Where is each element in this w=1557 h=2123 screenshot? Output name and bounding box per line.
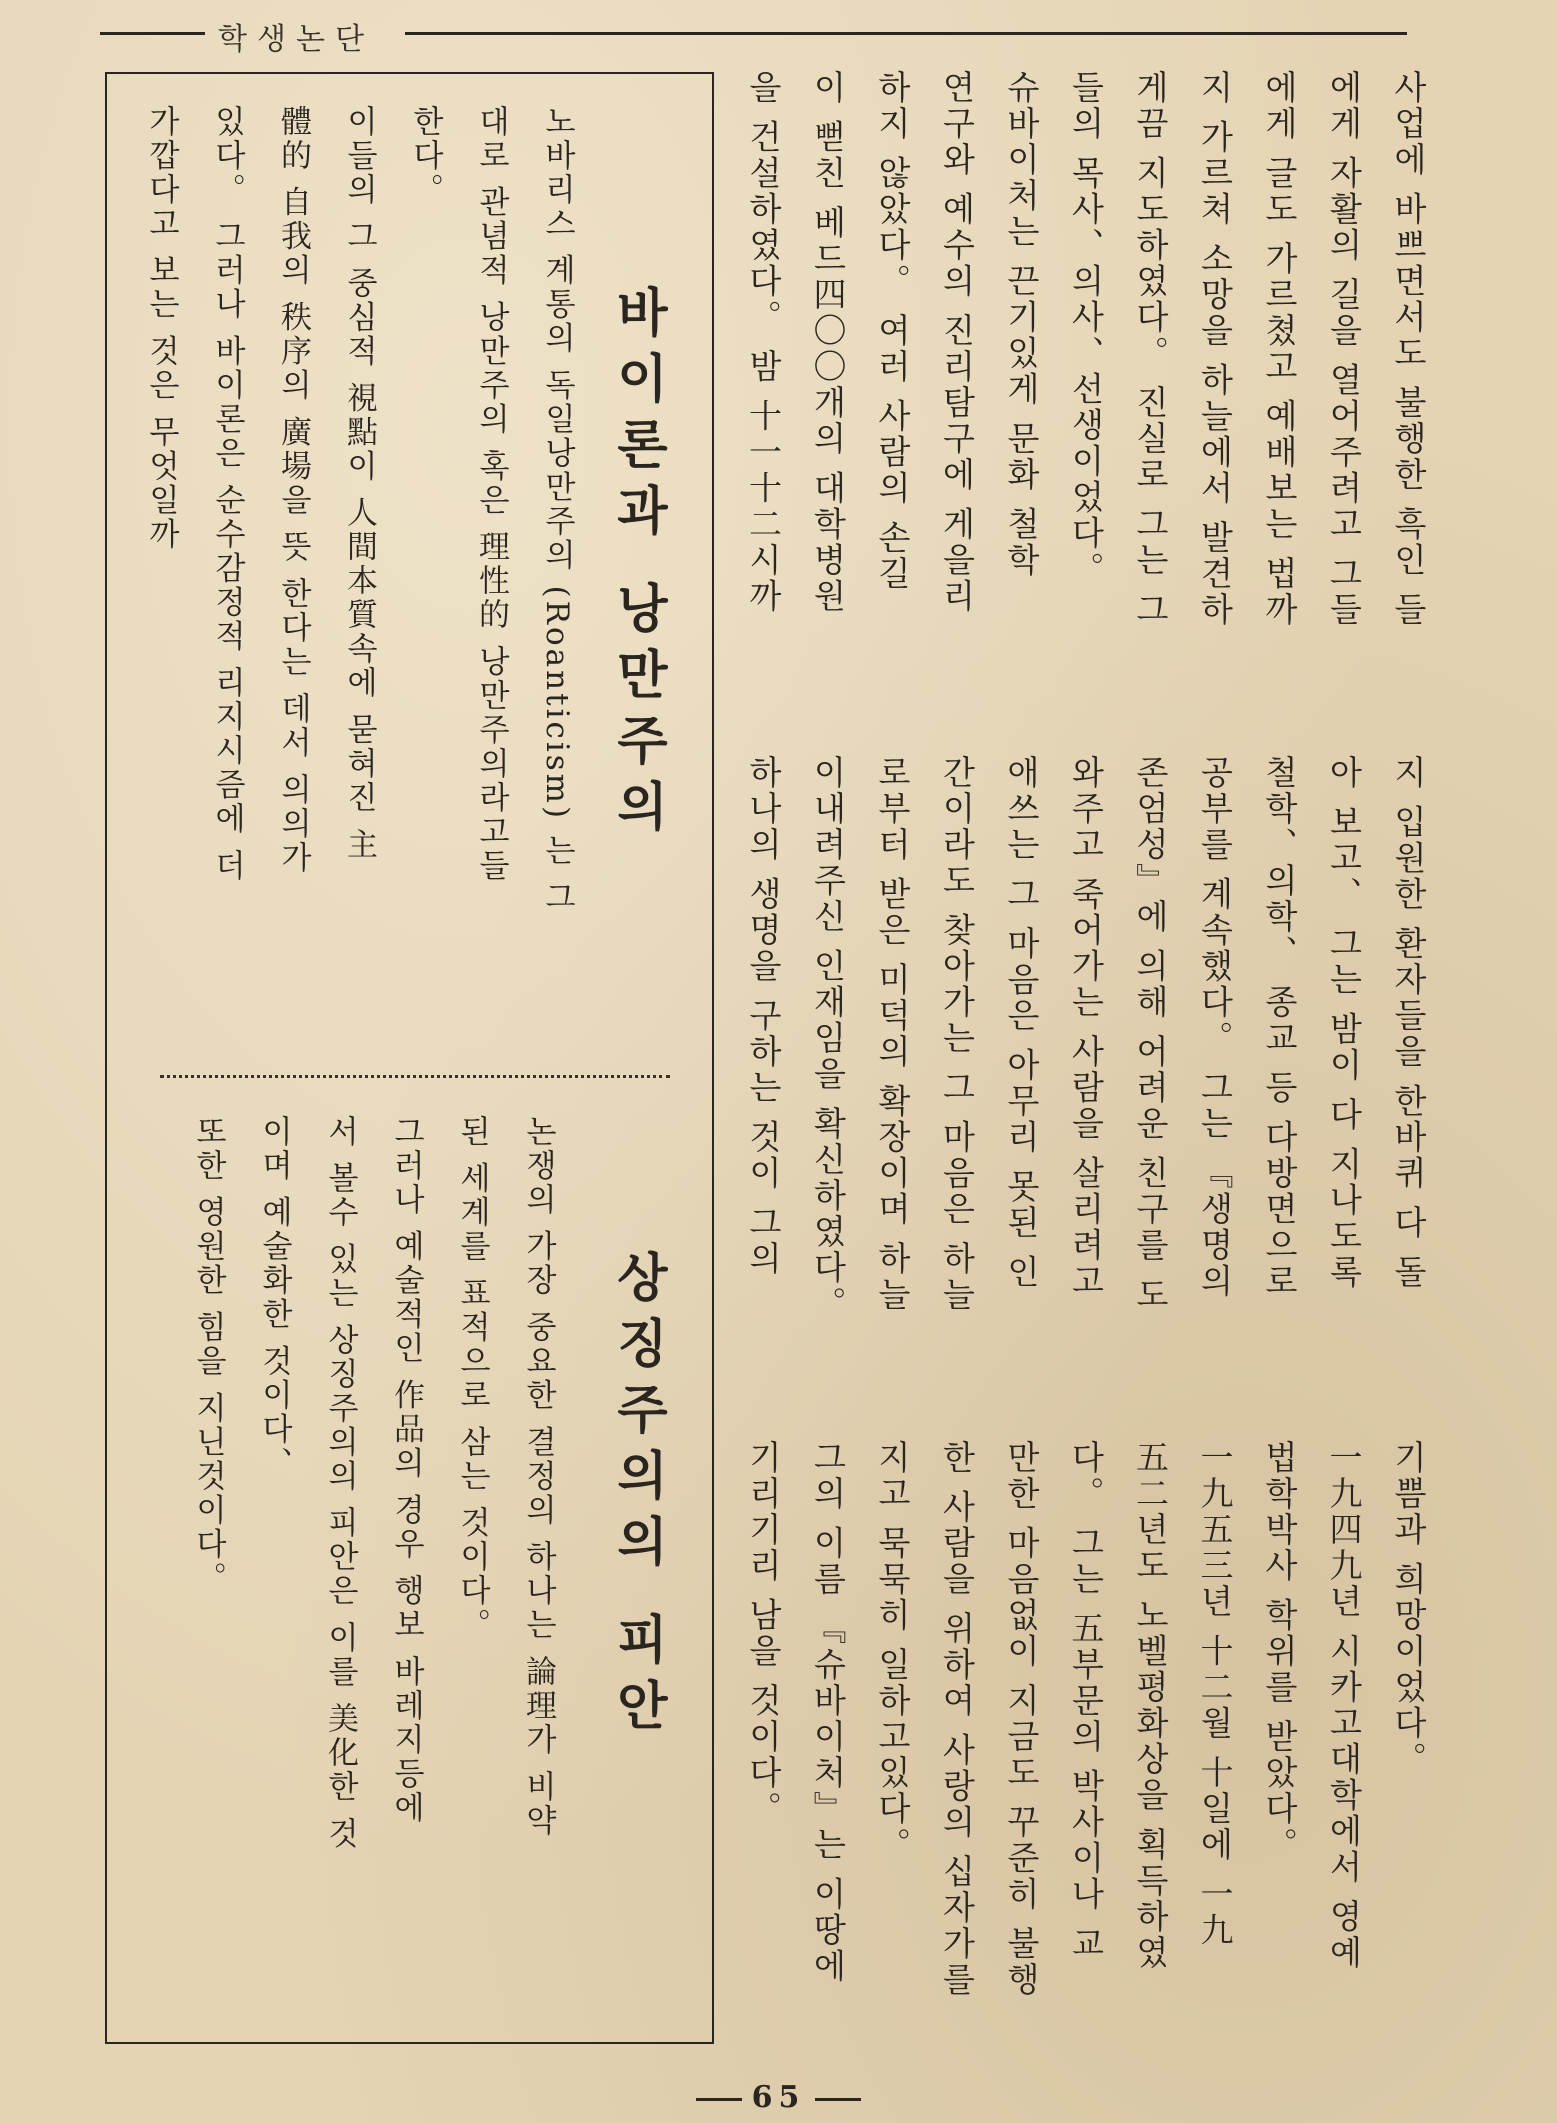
essay2-line: 또한 영원한 힘을 지닌것이다。 bbox=[190, 1115, 226, 1596]
article-block-middle bbox=[731, 755, 1441, 1395]
article-line: 존엄성』에 의해 어려운 친구를 도 bbox=[1131, 755, 1170, 1313]
essay1-line: 노바리스 계통의 독일낭만주의 (Roanticism) 는 그 bbox=[539, 105, 575, 915]
essay1-title: 바이론과 낭만주의 bbox=[607, 285, 668, 846]
essay-divider bbox=[160, 1075, 670, 1078]
essay2-line: 이며 예술화한 것이다、 bbox=[256, 1115, 292, 1481]
article-line: 一九四九년 시카고대학에서 영예 bbox=[1324, 1440, 1364, 1971]
article-line: 법학박사 학위를 받았다。 bbox=[1260, 1440, 1299, 1863]
page-footer bbox=[0, 2080, 1557, 2115]
article-line: 지 입원한 환자들을 한바퀴 다 돌 bbox=[1389, 755, 1428, 1291]
article-line: 그의 이름 『슈바이처』는 이땅에 bbox=[808, 1440, 848, 1985]
essay1-line: 대로 관념적 낭만주의 혹은 理性的 낭만주의라고들 bbox=[473, 105, 509, 884]
essay1-line: 이들의 그 중심적 視點이 人間本質속에 묻혀진 主 bbox=[341, 105, 377, 863]
article-line: 게끔 지도하였다。 진실로 그는 그 bbox=[1131, 70, 1170, 628]
article-line: 애쓰는 그 마음은 아무리 못된 인 bbox=[1002, 755, 1041, 1291]
page-number: 65 bbox=[751, 2080, 806, 2115]
footer-dash-right bbox=[815, 2098, 861, 2101]
article-line: 철학、의학、 종교 등 다방면으로 bbox=[1260, 755, 1299, 1300]
article-line: 슈바이처는 끈기있게 문화 철학 bbox=[1002, 70, 1041, 579]
essay1-line: 한다。 bbox=[407, 105, 443, 207]
essay1-line: 體的 自我의 秩序의 廣場을 뜻 한다는 데서 의의가 bbox=[275, 105, 311, 875]
essay1-line: 가깝다고 보는 것은 무엇일까 bbox=[143, 105, 179, 552]
page-header bbox=[100, 12, 1407, 57]
article-line: 기쁨과 희망이었다。 bbox=[1389, 1440, 1428, 1778]
article-line: 하지 않았다。 여러 사람의 손길 bbox=[873, 70, 912, 592]
essay2-line: 서 볼수 있는 상징주의의 피안은 이를 美化한 것 bbox=[322, 1115, 358, 1851]
article-block-bottom bbox=[731, 1440, 1441, 2040]
article-line: 기리기리 남을 것이다。 bbox=[744, 1440, 783, 1827]
article-line: 하나의 생명을 구하는 것이 그의 bbox=[744, 755, 783, 1277]
section-title: 학생논단 bbox=[218, 22, 374, 57]
essay1-body bbox=[128, 105, 590, 1055]
article-line: 아 보고、 그는 밤이 다 지나도록 bbox=[1324, 755, 1364, 1291]
article-line: 다。 그는 五부문의 박사이나 교 bbox=[1066, 1440, 1106, 1962]
article-line: 간이라도 찾아가는 그 마음은 하늘 bbox=[937, 755, 977, 1313]
article-line: 한 사람을 위하여 사랑의 십자가를 bbox=[937, 1440, 977, 1998]
header-rule-left bbox=[100, 32, 205, 35]
essay2-title: 상징주의의 피안 bbox=[607, 1250, 668, 1745]
essay2-line: 그러나 예술적인 作品의 경우 행보 바레지등에 bbox=[388, 1115, 424, 1826]
article-line: 을 건설하였다。 밤 十一十二시까 bbox=[744, 70, 783, 615]
article-line: 만한 마음없이 지금도 꾸준히 불행 bbox=[1002, 1440, 1041, 1998]
article-line: 와주고 죽어가는 사람을 살리려고 bbox=[1066, 755, 1106, 1300]
article-line: 이내려주신 인재임을 확신하였다。 bbox=[808, 755, 848, 1322]
article-line: 에게 글도 가르쳤고 예배보는 법까 bbox=[1260, 70, 1299, 628]
article-line: 五二년도 노벨평화상을 획득하였 bbox=[1131, 1440, 1170, 1971]
article-line: 로부터 받은 미덕의 확장이며 하늘 bbox=[873, 755, 912, 1313]
essay2-line: 논쟁의 가장 중요한 결정의 하나는 論理가 비약 bbox=[520, 1115, 556, 1839]
article-line: 들의 목사、의사、선생이었다。 bbox=[1066, 70, 1106, 588]
article-line: 一九五三년 十二월 十일에 一九 bbox=[1195, 1440, 1235, 1949]
article-block-top bbox=[731, 70, 1441, 770]
header-rule-right bbox=[405, 32, 1407, 35]
article-line: 공부를 계속했다。 그는 『생명의 bbox=[1195, 755, 1235, 1300]
essay2-body bbox=[175, 1115, 571, 2015]
article-line: 지고 묵묵히 일하고있다。 bbox=[873, 1440, 912, 1863]
article-line: 에게 자활의 길을 열어주려고 그들 bbox=[1324, 70, 1364, 628]
essay2-line: 된 세계를 표적으로 삼는 것이다。 bbox=[454, 1115, 490, 1643]
article-line: 이 뻗친 베드四〇〇개의 대학병원 bbox=[808, 70, 848, 615]
essay1-line: 있다。 그러나 바이론은 순수감정적 리지시즘에 더 bbox=[209, 105, 245, 884]
footer-dash-left bbox=[696, 2098, 742, 2101]
article-line: 연구와 예수의 진리탐구에 게을리 bbox=[937, 70, 977, 615]
article-line: 지 가르쳐 소망을 하늘에서 발견하 bbox=[1195, 70, 1235, 628]
article-line: 사업에 바쁘면서도 불행한 흑인 들 bbox=[1389, 70, 1428, 628]
